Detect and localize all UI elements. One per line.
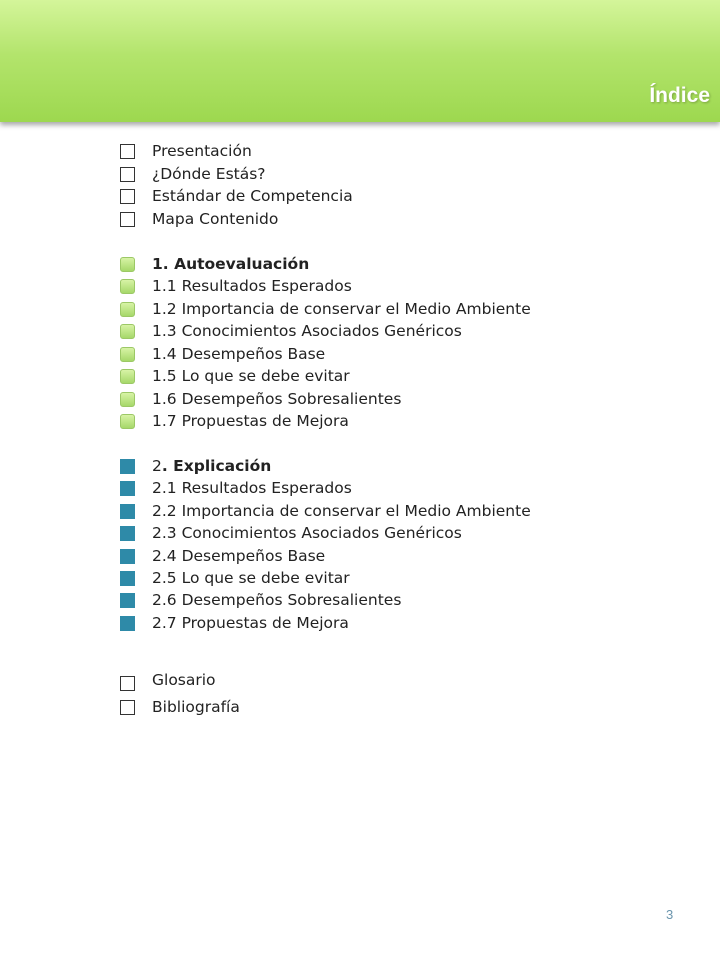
toc-item-label: 1.5 Lo que se debe evitar xyxy=(152,367,350,385)
section-title: 1. Autoevaluación xyxy=(152,255,310,273)
toc-item-2-2[interactable] xyxy=(120,500,531,522)
toc-item-2-4[interactable] xyxy=(120,545,325,567)
toc-item-glosario[interactable] xyxy=(120,669,216,691)
toc-item-1-5[interactable] xyxy=(120,365,350,387)
toc-item-estandar[interactable] xyxy=(120,185,353,207)
toc-item-label: 1.6 Desempeños Sobresalientes xyxy=(152,390,402,408)
bullet-icon xyxy=(120,414,135,429)
toc-item-2-1[interactable] xyxy=(120,477,352,499)
toc-item-2-5[interactable] xyxy=(120,567,350,589)
toc-item-donde-estas[interactable] xyxy=(120,163,266,185)
bullet-icon xyxy=(120,616,135,631)
toc-item-label: Glosario xyxy=(152,671,216,689)
bullet-icon xyxy=(120,369,135,384)
checkbox-icon xyxy=(120,167,135,182)
toc-item-1-4[interactable] xyxy=(120,343,325,365)
section-bullet-icon xyxy=(120,459,135,474)
toc-item-label: 1.7 Propuestas de Mejora xyxy=(152,412,349,430)
checkbox-icon xyxy=(120,144,135,159)
toc-item-1-7[interactable] xyxy=(120,410,349,432)
bullet-icon xyxy=(120,324,135,339)
checkbox-icon xyxy=(120,676,135,691)
toc-item-label: 2.3 Conocimientos Asociados Genéricos xyxy=(152,524,462,542)
checkbox-icon xyxy=(120,700,135,715)
bullet-icon xyxy=(120,279,135,294)
toc-section-1[interactable] xyxy=(120,253,309,275)
toc-item-bibliografia[interactable] xyxy=(120,696,240,718)
toc-item-label: 1.1 Resultados Esperados xyxy=(152,277,352,295)
page-title: Índice xyxy=(649,84,710,107)
toc-item-label: 2.7 Propuestas de Mejora xyxy=(152,614,349,632)
bullet-icon xyxy=(120,549,135,564)
bullet-icon xyxy=(120,571,135,586)
checkbox-icon xyxy=(120,189,135,204)
toc-section-2[interactable] xyxy=(120,455,271,477)
bullet-icon xyxy=(120,392,135,407)
bullet-icon xyxy=(120,526,135,541)
bullet-icon xyxy=(120,347,135,362)
toc-item-label: 1.3 Conocimientos Asociados Genéricos xyxy=(152,322,462,340)
toc-item-2-7[interactable] xyxy=(120,612,349,634)
toc-item-1-1[interactable] xyxy=(120,275,352,297)
toc-item-presentacion[interactable] xyxy=(120,140,252,162)
toc-item-label: 1.2 Importancia de conservar el Medio Ambiente xyxy=(152,300,531,318)
section-title-number: 2 xyxy=(152,457,162,475)
section-title: . Explicación xyxy=(161,457,272,475)
toc-item-label: Bibliografía xyxy=(152,698,240,716)
toc-item-label: 2.1 Resultados Esperados xyxy=(152,479,352,497)
toc-item-label: 1.4 Desempeños Base xyxy=(152,345,326,363)
bullet-icon xyxy=(120,302,135,317)
toc-item-label: Mapa Contenido xyxy=(152,210,279,228)
toc-item-label: ¿Dónde Estás? xyxy=(152,165,266,183)
toc-item-1-2[interactable] xyxy=(120,298,531,320)
section-bullet-icon xyxy=(120,257,135,272)
toc-item-label: 2.5 Lo que se debe evitar xyxy=(152,569,350,587)
toc-item-2-3[interactable] xyxy=(120,522,462,544)
toc-item-1-3[interactable] xyxy=(120,320,462,342)
toc-item-label: 2.6 Desempeños Sobresalientes xyxy=(152,591,402,609)
toc-item-1-6[interactable] xyxy=(120,388,401,410)
bullet-icon xyxy=(120,504,135,519)
toc-item-label: Presentación xyxy=(152,142,252,160)
bullet-icon xyxy=(120,481,135,496)
toc-item-2-6[interactable] xyxy=(120,589,401,611)
page-number: 3 xyxy=(666,907,674,922)
bullet-icon xyxy=(120,593,135,608)
toc-item-mapa[interactable] xyxy=(120,208,278,230)
toc-item-label: Estándar de Competencia xyxy=(152,187,353,205)
checkbox-icon xyxy=(120,212,135,227)
toc-item-label: 2.4 Desempeños Base xyxy=(152,547,326,565)
toc-item-label: 2.2 Importancia de conservar el Medio Ambiente xyxy=(152,502,531,520)
